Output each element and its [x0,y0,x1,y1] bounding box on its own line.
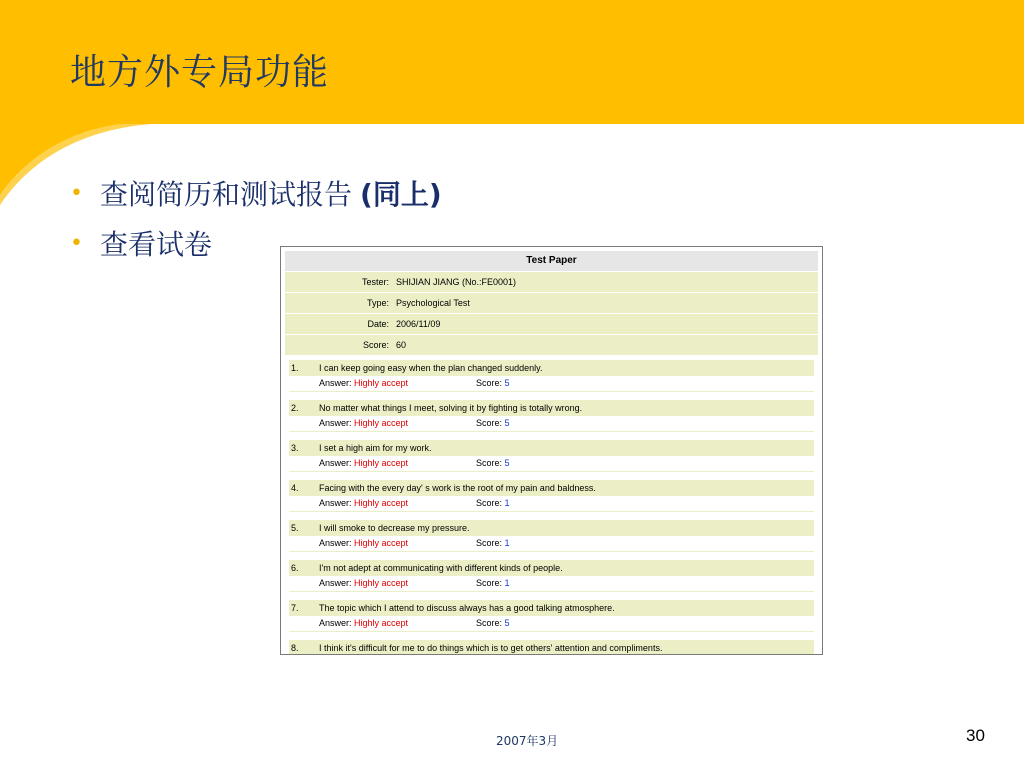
answer-row [289,416,814,432]
answer-label: Answer: [319,618,352,628]
question-text: I'm not adept at communicating with different kinds of people. [319,563,563,573]
question-number: 4. [291,483,299,493]
score-label: Score: [476,498,503,508]
answer-row [289,576,814,592]
answer-value: Highly accept [354,498,409,508]
footer-date: 2007年3月 [496,734,559,748]
score-label: Score: [476,378,503,388]
score-value: 5 [504,378,510,388]
info-value: SHIJIAN JIANG (No.:FE0001) [396,277,517,287]
question-number: 3. [291,443,299,453]
answer-label: Answer: [319,538,352,548]
info-label: Tester: [361,277,389,287]
bullet-dot-icon: • [70,180,83,206]
bullet-item-report [70,168,442,218]
question-text: I think it's difficult for me to do things which is to get others' attention and compliments. [319,643,663,653]
test-paper-panel [285,251,818,654]
bullet-suffix: (同上) [360,178,442,211]
answer-value: Highly accept [354,538,409,548]
score-value: 1 [504,578,510,588]
question-item [289,440,814,472]
question-number: 6. [291,563,299,573]
answer-row [289,376,814,392]
info-row-tester [285,272,818,293]
score-label: Score: [476,418,503,428]
question-number: 8. [291,643,299,653]
info-label: Type: [366,298,389,308]
score-value: 5 [504,618,510,628]
answer-label: Answer: [319,378,352,388]
info-row-type [285,293,818,314]
answer-label: Answer: [319,418,352,428]
bullet-dot-icon: • [70,230,83,256]
question-number: 7. [291,603,299,613]
answer-row [289,456,814,472]
info-value: Psychological Test [396,298,470,308]
bullet-text: 查看试卷 [100,228,213,261]
question-row [289,360,814,376]
info-row-score [285,335,818,356]
question-item [289,560,814,592]
question-item [289,360,814,392]
question-row [289,480,814,496]
score-value: 5 [504,458,510,468]
answer-value: Highly accept [354,418,409,428]
question-row [289,440,814,456]
question-row [289,400,814,416]
score-label: Score: [476,538,503,548]
answer-row [289,616,814,632]
slide-title: 地方外专局功能 [70,52,330,93]
answer-label: Answer: [319,498,352,508]
score-label: Score: [476,458,503,468]
answer-value: Highly accept [354,378,409,388]
question-number: 1. [291,363,299,373]
test-paper-title: Test Paper [285,251,818,272]
score-label: Score: [476,578,503,588]
page-number: 30 [966,726,985,745]
answer-row [289,496,814,512]
info-value: 2006/11/09 [396,319,441,329]
answer-row [289,536,814,552]
answer-value: Highly accept [354,578,409,588]
question-item [289,520,814,552]
answer-value: Highly accept [354,618,409,628]
question-row [289,640,814,654]
info-label: Score: [362,340,389,350]
info-label: Date: [367,319,389,329]
bullet-text: 查阅简历和测试报告 [100,178,353,211]
score-value: 1 [504,498,510,508]
info-value: 60 [396,340,407,350]
question-text: The topic which I attend to discuss always has a good talking atmosphere. [319,603,615,613]
question-row [289,600,814,616]
score-value: 1 [504,538,510,548]
question-text: Facing with the every day' s work is the root of my pain and baldness. [319,483,596,493]
question-number: 5. [291,523,299,533]
question-text: I set a high aim for my work. [319,443,432,453]
test-paper-screenshot [280,246,823,655]
answer-value: Highly accept [354,458,409,468]
question-text: I will smoke to decrease my pressure. [319,523,470,533]
info-row-date [285,314,818,335]
answer-label: Answer: [319,578,352,588]
question-item [289,480,814,512]
answer-label: Answer: [319,458,352,468]
score-label: Score: [476,618,503,628]
question-row [289,520,814,536]
question-text: No matter what things I meet, solving it by fighting is totally wrong. [319,403,583,413]
question-item [289,640,814,654]
question-item [289,600,814,632]
question-row [289,560,814,576]
question-item [289,400,814,432]
question-number: 2. [291,403,299,413]
question-text: I can keep going easy when the plan changed suddenly. [319,363,543,373]
score-value: 5 [504,418,510,428]
